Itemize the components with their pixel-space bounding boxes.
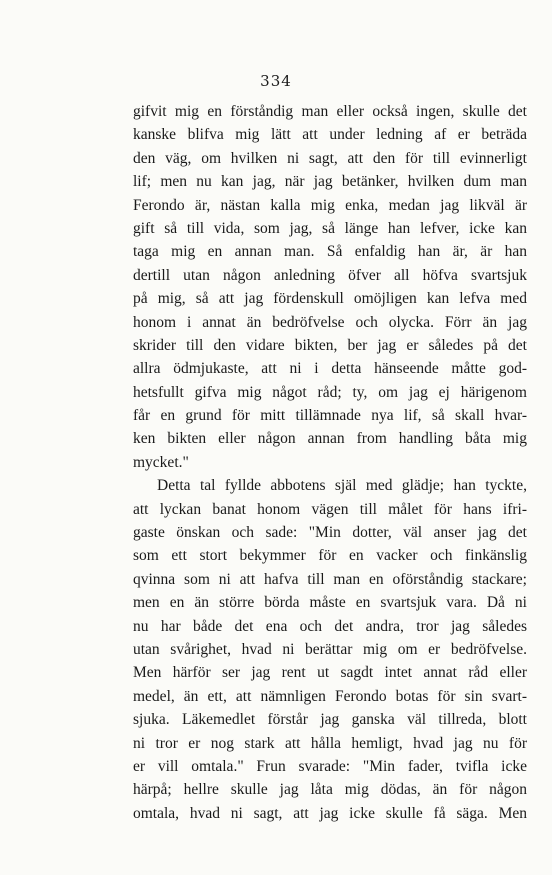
text-line: qvinna som ni att hafva till man en oförståndig stackare; [133,570,527,588]
text-line: gifvit mig en förståndig man eller också ingen, skulle det [133,103,527,120]
text-line: men en än större börda måste en svartsjuk vara. Då ni [133,594,527,612]
text-line: lif; men nu kan jag, när jag betänker, hvilken dum man [133,173,527,191]
text-line: hetsfullt gifva mig något råd; ty, om jag ej härigenom [133,383,527,401]
text-line: gift så till vida, som jag, så länge han lefver, icke kan [133,219,527,237]
text-line: skrider till den vidare bikten, ber jag er således på det [133,336,527,354]
body-text [133,100,527,825]
page-number: 334 [260,72,292,90]
text-line: ken bikten eller någon annan from handling båta mig [133,430,527,448]
text-line: Detta tal fyllde abbotens själ med glädje; han tyckte, [157,477,527,495]
text-line: på mig, så att jag fördenskull omöjligen kan lefva med [133,290,527,308]
text-line: Ferondo är, nästan kalla mig enka, medan jag likväl är [133,196,527,214]
text-line: nu har både det ena och det andra, tror jag således [133,617,527,635]
text-line: den väg, om hvilken ni sagt, att den för till evinnerligt [133,149,527,167]
text-line: mycket." [133,453,189,471]
text-line: ni tror er nog stark att hålla hemligt, hvad jag nu för [133,734,527,752]
text-line: som ett stort bekymmer för en vacker och finkänslig [133,547,527,565]
text-line: er vill omtala." Frun svarade: "Min fader, tvifla icke [133,757,527,775]
text-line: sjuka. Läkemedlet förstår jag ganska väl tillreda, blott [133,711,527,729]
text-line: utan svårighet, hvad ni berättar mig om er bedröfvelse. [133,640,527,658]
text-line: Men härför ser jag rent ut sagdt intet annat råd eller [133,664,527,682]
text-line: härpå; hellre skulle jag låta mig dödas, än för någon [133,781,527,799]
text-line: honom i annat än bedröfvelse och olycka. Förr än jag [133,313,527,331]
text-line: allra ödmjukaste, att ni i detta hänseende måtte god- [133,360,527,378]
text-line: dertill utan någon anledning öfver all höfva svartsjuk [133,266,527,284]
text-line: gaste önskan och sade: "Min dotter, väl anser jag det [133,524,527,542]
text-line: taga mig en annan man. Så enfaldig han är, är han [133,243,527,261]
text-line: kanske blifva mig lätt att under ledning af er beträda [133,126,527,144]
text-line: får en grund för mitt tillämnade nya lif, så skall hvar- [133,407,527,425]
text-line: att lyckan banat honom vägen till målet för hans ifri- [133,500,527,518]
text-line: omtala, hvad ni sagt, att jag icke skulle få säga. Men [133,804,527,822]
text-line: medel, än ett, att nämnligen Ferondo botas för sin svart- [133,687,527,705]
